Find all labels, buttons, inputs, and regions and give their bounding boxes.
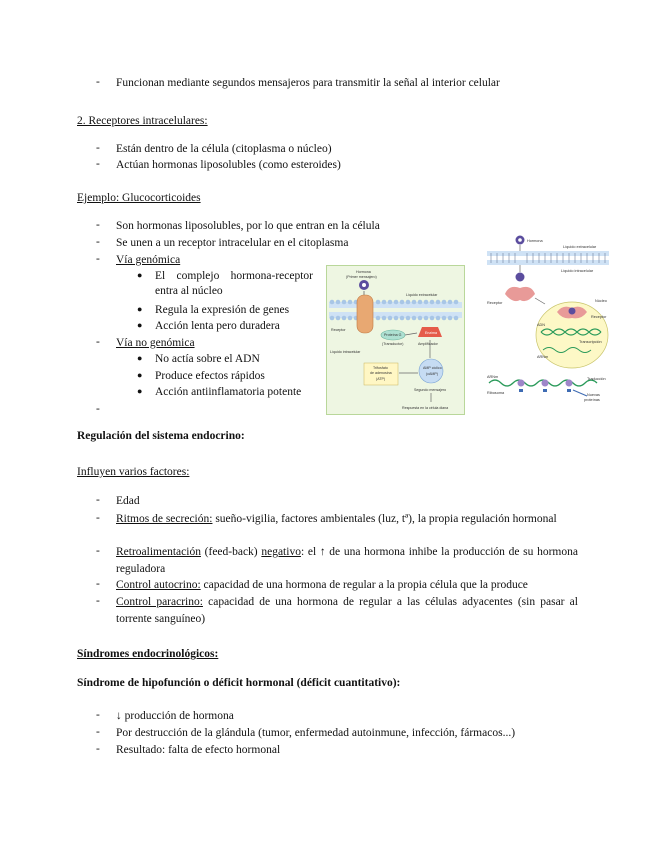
- term-autocrino: Control autocrino:: [116, 579, 201, 591]
- label-atp2: de adenosina: [370, 371, 392, 375]
- list-item: El complejo hormona-receptor entra al núcleo: [155, 270, 313, 297]
- list-dash: -: [96, 403, 100, 415]
- receptor-protein: [357, 295, 373, 333]
- list-dash: -: [96, 512, 100, 524]
- label-proteina-g: Proteína G: [384, 333, 402, 337]
- label-ribosoma: Ribosoma: [487, 391, 505, 395]
- list-item-paracrino: [116, 594, 578, 628]
- list-item: Son hormonas liposolubles, por lo que entran en la célula: [116, 220, 380, 232]
- bullet-icon: ●: [137, 386, 143, 396]
- list-item: Por destrucción de la glándula (tumor, enfermedad autoinmune, infección, fármacos...): [116, 727, 516, 739]
- list-item: Actúan hormonas liposolubles (como esteroides): [116, 159, 341, 171]
- bullet-icon: ●: [137, 320, 143, 330]
- list-item: ↓ producción de hormona: [116, 710, 234, 722]
- label-transductor: (Transductor): [382, 342, 404, 346]
- list-item: Acción antiinflamatoria potente: [155, 386, 302, 398]
- label-primer: (Primer mensajero): [346, 275, 377, 279]
- hypofunction-heading: Síndrome de hipofunción o déficit hormonal (déficit cuantitativo):: [77, 677, 401, 689]
- label-liq-int: Líquido intracelular: [561, 269, 594, 273]
- term-ritmos: Ritmos de secreción:: [116, 513, 213, 525]
- term-paracrino: Control paracrino:: [116, 596, 203, 608]
- list-dash: -: [96, 743, 100, 755]
- label-atp3: (ATP): [376, 377, 386, 381]
- bullet-icon: ●: [137, 353, 143, 363]
- label-liq-ext: Líquido extracelular: [563, 245, 597, 249]
- list-dash: -: [96, 545, 100, 557]
- list-dash: -: [96, 142, 100, 154]
- label-liq-int: Líquido intracelular: [330, 350, 361, 354]
- label-receptor: Receptor: [487, 301, 503, 305]
- list-dash: -: [96, 494, 100, 506]
- list-item: Acción lenta pero duradera: [155, 320, 280, 332]
- label-amp2: (cAMP): [426, 372, 438, 376]
- label-amp1: AMP cíclico: [423, 366, 442, 370]
- list-dash: -: [96, 253, 100, 265]
- list-item: Funcionan mediante segundos mensajeros para transmitir la señal al interior celular: [116, 77, 500, 89]
- example-heading: Ejemplo: Glucocorticoides: [77, 192, 201, 204]
- label-adn: ADN: [537, 323, 546, 327]
- list-dash: -: [96, 219, 100, 231]
- second-messenger-diagram: [326, 265, 465, 415]
- label-receptor: Receptor: [331, 328, 346, 332]
- label-arnm2: ARNm: [487, 375, 499, 379]
- list-item: Regula la expresión de genes: [155, 304, 290, 316]
- membrane-inner: [487, 260, 609, 265]
- text-retro: : el ↑ de una hormona inhibe la producción de su hormona reguladora: [116, 546, 578, 575]
- bullet-icon: ●: [137, 304, 143, 314]
- text-retro-mid: (feed-back): [200, 546, 262, 558]
- list-item: Resultado: falta de efecto hormonal: [116, 744, 281, 756]
- syndromes-heading: Síndromes endocrinológicos:: [77, 648, 219, 660]
- list-item-autocrino: [116, 578, 528, 593]
- nongenomic-heading: Vía no genómica: [116, 337, 195, 349]
- label-nucleo: Núcleo: [595, 299, 607, 303]
- term-retro: Retroalimentación: [116, 546, 201, 558]
- list-dash: -: [96, 336, 100, 348]
- camp-circle: [419, 359, 443, 383]
- label-transcripcion: Transcripción: [579, 340, 602, 344]
- intracellular-receptor-diagram: [483, 232, 612, 403]
- list-dash: -: [96, 595, 100, 607]
- list-dash: -: [96, 236, 100, 248]
- bullet-icon: ●: [137, 370, 143, 380]
- list-item: Están dentro de la célula (citoplasma o núcleo): [116, 143, 332, 155]
- label-receptor2: Receptor: [591, 315, 607, 319]
- term-negativo: negativo: [261, 546, 301, 558]
- label-atp1: Trifosfato: [373, 366, 388, 370]
- label-segundo: Segundo mensajero: [414, 388, 447, 392]
- list-dash: -: [96, 578, 100, 590]
- label-nuevas1: Nuevas: [587, 393, 600, 397]
- label-amplificador: Amplificador: [418, 342, 438, 346]
- label-hormona: Hormona: [527, 239, 543, 243]
- list-item: Se unen a un receptor intracelular en el citoplasma: [116, 237, 349, 249]
- label-respuesta: Respuesta en la célula diana: [402, 406, 449, 410]
- list-item: Produce efectos rápidos: [155, 370, 265, 382]
- text-autocrino: capacidad de una hormona de regular a la propia célula que la produce: [200, 579, 528, 591]
- label-enzima: Enzima: [425, 331, 437, 335]
- regulation-heading: Regulación del sistema endocrino:: [77, 430, 245, 442]
- membrane-outer: [487, 251, 609, 256]
- label-nuevas2: proteínas: [584, 398, 600, 402]
- list-dash: -: [96, 76, 100, 88]
- list-dash: -: [96, 726, 100, 738]
- regulation-subtitle: Influyen varios factores:: [77, 466, 190, 478]
- genomic-heading: Vía genómica: [116, 254, 181, 266]
- list-item-retro: [116, 544, 578, 578]
- list-item-ritmos: [116, 511, 578, 528]
- section-heading: 2. Receptores intracelulares:: [77, 115, 208, 127]
- list-item: No actía sobre el ADN: [155, 353, 260, 365]
- list-item: Edad: [116, 495, 140, 507]
- label-arnm: ARNm: [537, 355, 549, 359]
- text-ritmos: sueño-vigilia, factores ambientales (luz, tª), la propia regulación hormonal: [212, 513, 557, 525]
- text-paracrino: capacidad de una hormona de regular a las células adyacentes (sin pasar al torrente sanguíneo): [116, 596, 578, 625]
- list-dash: -: [96, 709, 100, 721]
- bullet-icon: ●: [137, 270, 143, 280]
- label-traduccion: Traducción: [587, 377, 606, 381]
- label-hormona: Hormona: [356, 270, 371, 274]
- list-dash: -: [96, 158, 100, 170]
- label-liq-ext: Líquido extracelular: [406, 293, 438, 297]
